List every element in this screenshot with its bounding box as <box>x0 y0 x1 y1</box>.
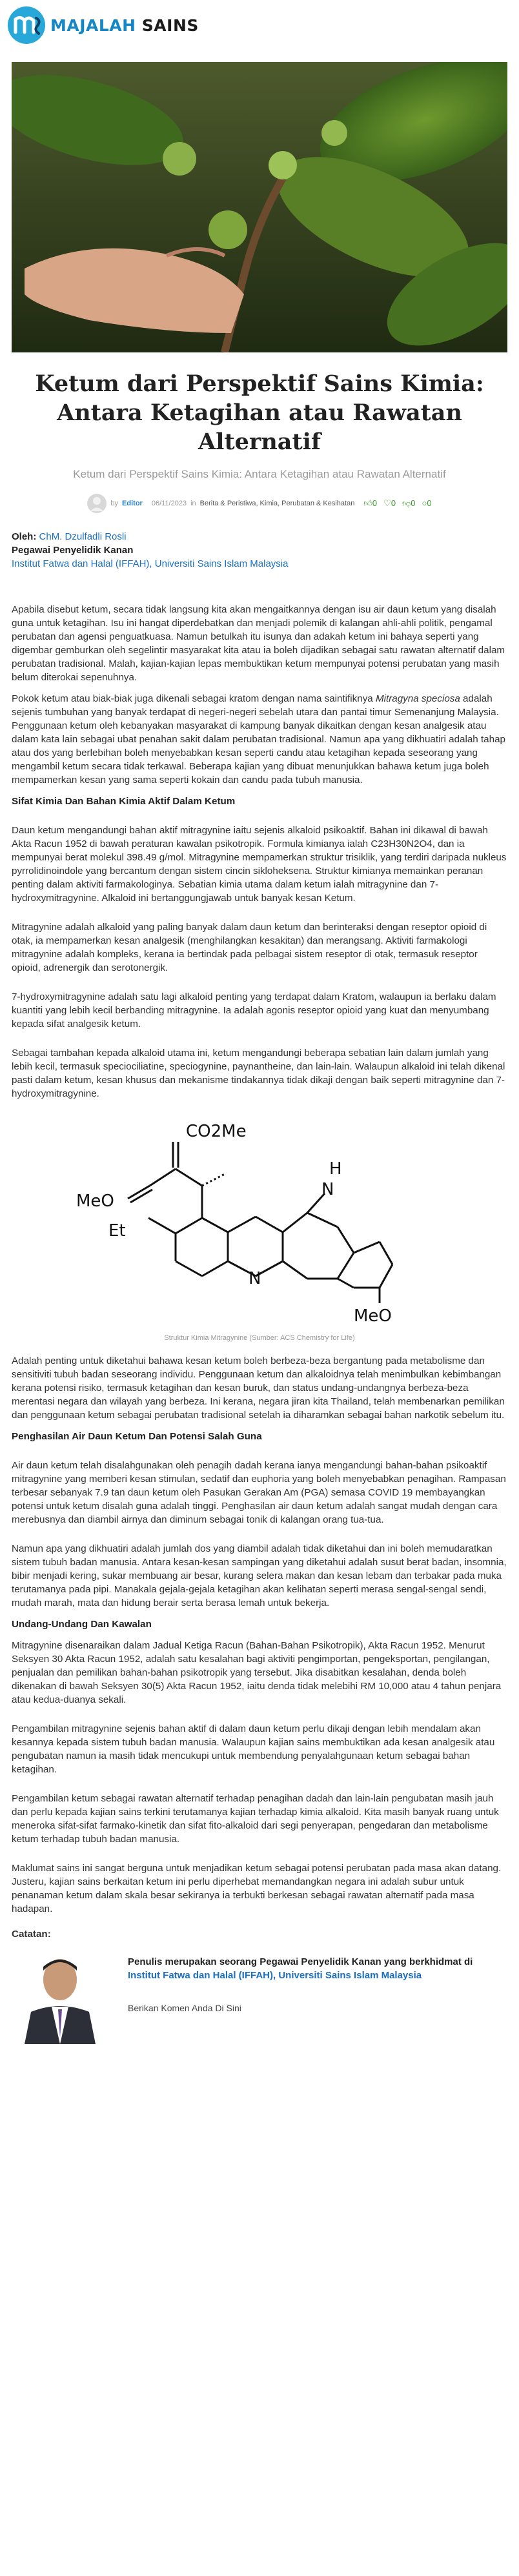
love-count[interactable]: ♡0 <box>383 498 396 508</box>
article-title: Ketum dari Perspektif Sains Kimia: Antara Ketagihan atau Rawatan Alternatif <box>35 370 484 455</box>
site-logo-icon[interactable] <box>8 6 45 44</box>
mol-label-nh: N <box>321 1180 334 1199</box>
paragraph: Pengambilan ketum sebagai rawatan alternatif terhadap penagihan dadah dan lain-lain pengubatan masih jauh dan perlu kepada kajian sains terkini terutamanya kajian terhadap kimia alkaloid. Kita masih banyak ruang untuk meneroka sifat-sifat farmako-kinetik dan sifat fito-alkaloid dari segi penyerapan, pengedaran dan metabolisme ketum terhadap tubuh badan manusia. <box>12 1793 499 1845</box>
figure-caption: Struktur Kimia Mitragynine (Sumber: ACS Chemistry for Life) <box>164 1334 355 1342</box>
mol-label-n: N <box>249 1269 261 1288</box>
comment-count[interactable]: ○0 <box>422 498 432 508</box>
meta-date: 06/11/2023 <box>151 500 187 507</box>
hero-image <box>12 62 507 352</box>
byline-institution-link[interactable]: Institut Fatwa dan Halal (IFFAH), Universiti Sains Islam Malaysia <box>12 558 289 569</box>
thumbs-down-icon: 👎︎ <box>402 498 411 508</box>
meta-author-link[interactable]: Editor <box>122 500 143 507</box>
mol-label-h: H <box>329 1159 342 1179</box>
article-subtitle: Ketum dari Perspektif Sains Kimia: Antara Ketagihan atau Rawatan Alternatif <box>73 468 446 480</box>
paragraph: Air daun ketum telah disalahgunakan oleh penagih dadah kerana ianya mengandungi bahan-bahan psikoaktif mitragynine yang memberi kesan stimulan, sedatif dan euphoria yang boleh menyebabkan penagihan. Rampasan terbesar sebanyak 7.9 tan daun ketum oleh Pasukan Gerakan Am (PGA) semasa COVID 19 membayangkan potensi untuk ketum disalah guna adalah tinggi. Penghasilan air daun ketum adalah sangat mudah dengan cara merebusnya dan diambil airnya dan diminum sebagai tonik di kalangan orang tua-tua. <box>12 1460 506 1525</box>
paragraph: Namun apa yang dikhuatiri adalah jumlah dos yang diambil adalah tidak diketahui dan ini boleh memudaratkan sistem tubuh badan manusia. Antara kesan-kesan sampingan yang diketahui adalah susut berat badan, insomnia, bibir menjadi kering, sukar membuang air besar, kurang selera makan dan kesan lebam dan terbakar pada muka terutamanya pada pipi. Manakala gejala-gejala ketagihan akan kelihatan seperti merasa sengal-sengal sendi, mudah marah, mata dan hidung berair serta berasa lemah untuk bekerja. <box>12 1543 507 1608</box>
site-header <box>0 0 519 50</box>
paragraph: Mitragynine adalah alkaloid yang paling banyak dalam daun ketum dan berinteraksi dengan reseptor opioid di otak, ia mempamerkan kesan analgesik (menghilangkan kesakitan) dan merangsang. Aktiviti farmakologi mitragynine adalah kompleks, kerana ia bertindak pada pelbagai sistem reseptor di otak, termasuk reseptor opioid, adrenergik dan serotonergik. <box>12 922 487 973</box>
byline <box>12 530 507 571</box>
comment-prompt[interactable]: Berikan Komen Anda Di Sini <box>128 2003 241 2013</box>
section-heading: Sifat Kimia Dan Bahan Kimia Aktif Dalam Ketum <box>12 796 236 807</box>
site-logo-text[interactable]: MAJALAH SAINS <box>50 15 199 35</box>
byline-label: Oleh: <box>12 531 37 542</box>
dislike-count[interactable]: 👎︎0 <box>402 498 416 508</box>
paragraph: Adalah penting untuk diketahui bahawa kesan ketum boleh berbeza-beza bergantung pada metabolisme dan sensitiviti tubuh badan seseorang individu. Penggunaan ketum dan alkaloidnya telah menimbulkan kebimbangan kerana potensi risiko, termasuk ketagihan dan kesan buruk, dan status undang-undangnya berbeza-beza merentasi negara dan wilayah yang berbeza. Ini kerana, negara jiran kita Thailand, telah membenarkan pemilikan dan penggunaan ketum sebagai perubatan tradisional setelah ia diharamkan sebagai bahan narkotik sebelum itu. <box>12 1355 505 1421</box>
byline-position: Pegawai Penyelidik Kanan <box>12 545 134 556</box>
paragraph: 7-hydroxymitragynine adalah satu lagi alkaloid penting yang terdapat dalam Kratom, walaupun ia berlaku dalam kuantiti yang lebih kecil berbanding mitragynine. Ia adalah agonis reseptor opioid yang kuat dan menyumbang kepada sifat analgesik ketum. <box>12 991 496 1029</box>
heart-icon: ♡ <box>383 498 391 508</box>
author-info <box>128 1955 489 2044</box>
mitragynine-structure-figure <box>12 1110 507 1323</box>
thumbs-up-icon: 👍︎ <box>363 498 372 508</box>
like-count[interactable]: 👍︎0 <box>363 498 378 508</box>
comment-icon: ○ <box>422 498 427 508</box>
byline-author-link[interactable]: ChM. Dzulfadli Rosli <box>39 531 127 542</box>
author-photo <box>12 1947 108 2044</box>
mol-label-meo-2: MeO <box>354 1306 392 1323</box>
meta-by: by <box>110 500 119 507</box>
paragraph: Sebagai tambahan kepada alkaloid utama ini, ketum mengandungi beberapa sebatian lain dalam jumlah yang lebih kecil, termasuk speciociliatine, speciogynine, paynantheine, dan lain-lain. Walaupun alkaloid ini telah dikenal pasti dalam ketum, kesan khusus dan mekanisme tindakannya tidak dikaji dengan baik seperti mitragynine dan 7-hydroxymitragynine. <box>12 1048 505 1099</box>
meta-counts <box>363 498 431 509</box>
paragraph: Pokok ketum atau biak-biak juga dikenali sebagai kratom dengan nama saintifiknya Mitragyna speciosa adalah sejenis tumbuhan yang banyak terdapat di negeri-negeri sebelah utara dan pantai timur Semenanjung Malaysia. Penggunaan ketum oleh kebanyakan masyarakat di kampung banyak dikaitkan dengan kesan analgesik atau dalam kata lain sebagai ubat penahan sakit dalam perubatan tradisional. Namun apa yang dikhuatiri adalah tahap atau dos yang berlebihan boleh menyebabkan kesan seperti candu atau ketagihan kepada seseorang yang mengambil ketum secara tidak terkawal. Beberapa kajian yang dibuat menunjukkan bahawa ketum juga boleh mempamerkan kesan yang sama seperti kokain dan candu pada tubuh manusia. <box>12 693 505 786</box>
author-note: Penulis merupakan seorang Pegawai Penyelidik Kanan yang berkhidmat di Institut Fatwa dan Halal (IFFAH), Universiti Sains Islam Malaysia <box>128 1956 473 1981</box>
section-heading: Penghasilan Air Daun Ketum Dan Potensi Salah Guna <box>12 1431 262 1442</box>
meta-in: in <box>190 500 196 507</box>
author-box <box>12 1947 507 2044</box>
paragraph: Daun ketum mengandungi bahan aktif mitragynine iaitu sejenis alkaloid psikoaktif. Bahan ini dikawal di bawah Akta Racun 1952 di bawah peraturan kawalan psikotropik. Formula kimianya ialah C23H30N2O4, dan ia mempunyai berat molekul 398.49 g/mol. Mitragynine mempamerkan struktur trisiklik, yang terdiri daripada nukleus pyrrolidinoindole yang bercantum dengan sistem cincin sikloheksena. Struktur kimianya memainkan peranan penting dalam aktiviti farmakologinya. Sebatian kimia utama dalam ketum ialah mitragynine dan 7-hydroxymitragynine. Alkaloid ini bertanggungjawab untuk banyak kesan Ketum. <box>12 825 507 904</box>
paragraph: Apabila disebut ketum, secara tidak langsung kita akan mengaitkannya dengan isu air daun ketum yang disalah guna untuk ketagihan. Isu ini hangat diperdebatkan dan menjadi polemik di kalangan ahli-ahli politik, pengamal perubatan dan agensi penguatkuasa. Namun betulkah itu isunya dan adakah ketum ini bahaya seperti yang digembar gemburkan oleh segelintir masyarakat kita atau ia boleh dijadikan sebagai satu rawatan alternatif dalam perubatan tradisional. Malah, kajian-kajian lepas membuktikan ketum mempunyai potensi perubatan yang masih belum diterokai sepenuhnya. <box>12 604 505 683</box>
section-heading: Undang-Undang Dan Kawalan <box>12 1619 152 1630</box>
article-meta <box>0 494 519 513</box>
paragraph: Maklumat sains ini sangat berguna untuk menjadikan ketum sebagai potensi perubatan pada masa akan datang. Justeru, kajian sains berkaitan ketum ini perlu diperhebat memandangkan negara ini adalah subur untuk penanaman ketum dalam skala besar sekiranya ia terbukti berkesan sebagai rawatan alternatif pada masa hadapan. <box>12 1863 502 1914</box>
meta-categories[interactable]: Berita & Peristiwa, Kimia, Perubatan & Kesihatan <box>199 500 355 507</box>
author-institution-link[interactable]: Institut Fatwa dan Halal (IFFAH), Universiti Sains Islam Malaysia <box>128 1970 422 1981</box>
paragraph: Mitragynine disenaraikan dalam Jadual Ketiga Racun (Bahan-Bahan Psikotropik), Akta Racun 1952. Menurut Seksyen 30 Akta Racun 1952, adalah satu kesalahan bagi aktiviti pengimportan, pengeksportan, pengilangan, penjualan dan pemilikan bahan-bahan psikotropik yang tersebut. Jika disabitkan kesalahan, denda boleh dikenakan di bawah Seksyen 30(5) Akta Racun 1952, iaitu denda tidak melebihi RM 10,000 atau 4 tahun penjara atau kedua-duanya sekali. <box>12 1640 502 1705</box>
mol-label-co2me: CO2Me <box>186 1122 247 1141</box>
author-avatar[interactable] <box>87 494 107 513</box>
mol-label-meo: MeO <box>76 1192 114 1211</box>
mol-label-et: Et <box>108 1221 126 1241</box>
paragraph: Pengambilan mitragynine sejenis bahan aktif di dalam daun ketum perlu dikaji dengan lebih mendalam akan kesannya kepada sistem tubuh badan manusia. Walaupun kajian sains membuktikan ada kesan analgesik atau pengubatan namun ia masih tidak mencukupi untuk membendung penyalahgunaan ketum sebagai bahan ketagihan. <box>12 1723 495 1775</box>
article-body <box>12 603 507 2044</box>
notes-heading: Catatan: <box>12 1929 51 1940</box>
